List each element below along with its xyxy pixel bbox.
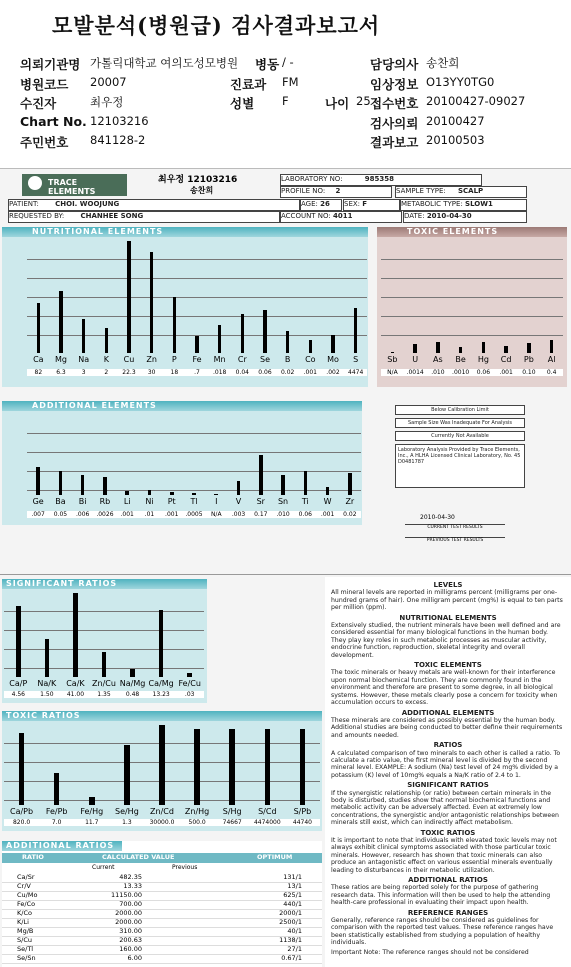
ratio-optimum: 2000/1 xyxy=(279,909,302,917)
element-symbol: Ti xyxy=(301,497,309,506)
ratio-optimum: 13/1 xyxy=(287,882,302,890)
element-symbol: K xyxy=(103,355,109,364)
explanation-heading: TOXIC RATIOS xyxy=(420,828,476,837)
element-value: 4.56 xyxy=(4,691,33,698)
explanation-heading: TOXIC ELEMENTS xyxy=(414,661,482,670)
ratio-name: Se/Tl xyxy=(17,945,34,953)
element-symbol: Zn/Cd xyxy=(150,807,174,816)
element-symbol: Cd xyxy=(500,355,512,364)
explanation-text: All mineral levels are reported in milligrams percent (milligrams per one-hundred grams of hair). One milligram percent (mg%) is equal to ten parts per million (ppm). xyxy=(331,589,563,612)
result-bar xyxy=(125,491,129,495)
info-label: 나이 xyxy=(325,96,350,111)
info-label: 검사의뢰 xyxy=(370,115,419,131)
explanation-heading: SIGNIFICANT RATIOS xyxy=(407,781,489,790)
element-value: 0.10 xyxy=(518,369,541,376)
result-bar xyxy=(16,606,21,677)
age-label: AGE: xyxy=(301,200,318,208)
result-bar xyxy=(37,303,41,353)
element-symbol: Cr xyxy=(237,355,247,364)
info-label: 접수번호 xyxy=(370,96,419,111)
element-symbol: Tl xyxy=(190,497,198,506)
explanation-text: Important Note: The reference ranges should not be considered xyxy=(331,948,529,956)
explanation-heading: RATIOS xyxy=(433,741,463,750)
result-bar xyxy=(103,477,107,495)
signature-date: 2010-04-30 xyxy=(420,514,455,521)
info-value: 20100427-09027 xyxy=(426,94,526,108)
ratio-name: Cr/V xyxy=(17,882,31,890)
element-value: .001 xyxy=(495,369,518,376)
calculated-value-header: CALCULATED VALUE xyxy=(102,853,175,861)
element-value: 41.00 xyxy=(61,691,90,698)
info-label: 의뢰기관명 xyxy=(20,57,81,72)
element-value: .010 xyxy=(427,369,450,376)
element-symbol: Mo xyxy=(327,355,339,364)
element-value: 0.06 xyxy=(254,369,277,376)
info-label: 임상정보 xyxy=(370,76,419,92)
result-bar xyxy=(45,639,50,677)
element-value: 74667 xyxy=(215,819,250,826)
ratio-name: Cu/Mo xyxy=(17,891,38,899)
element-value: 0.4 xyxy=(540,369,563,376)
result-bar xyxy=(195,336,199,353)
element-symbol: Hg xyxy=(477,355,489,364)
result-bar xyxy=(19,733,25,805)
ratio-current: 482.35 xyxy=(119,873,142,881)
toxic-elements-panel xyxy=(377,227,567,387)
explanation-text: These ratios are being reported solely for the purpose of gathering research data. This information will then be used to help the attending health-care professional in evaluating their impact upon health. xyxy=(331,884,551,907)
result-bar xyxy=(102,652,107,677)
element-value: 0.04 xyxy=(231,369,254,376)
ratio-name: K/Co xyxy=(17,909,32,917)
element-symbol: Ca xyxy=(33,355,44,364)
result-bar xyxy=(309,340,313,353)
ratio-name: Mg/B xyxy=(17,927,34,935)
element-value: 11.7 xyxy=(74,819,109,826)
patient-id-stamp: 최우정 12103216 xyxy=(158,175,238,185)
element-symbol: P xyxy=(171,355,177,364)
ratio-name: K/Li xyxy=(17,918,29,926)
ratios-header-row xyxy=(2,853,322,863)
element-value: .03 xyxy=(175,691,204,698)
nutritional-elements-panel xyxy=(2,227,368,387)
nutritional-grid xyxy=(27,241,367,353)
ratio-optimum: 0.67/1 xyxy=(281,954,302,962)
legend-area xyxy=(395,405,525,491)
ratio-optimum: 625/1 xyxy=(283,891,302,899)
element-symbol: Zn xyxy=(146,355,157,364)
element-symbol: Pt xyxy=(167,497,176,506)
ratio-current: 200.63 xyxy=(119,936,142,944)
element-value: .001 xyxy=(316,511,338,518)
legend-note: Laboratory Analysis Provided by Trace Elements, Inc., A HLHA Licensed Clinical Laboratory, No. 45 D0481787 xyxy=(395,444,525,488)
info-value: 최우정 xyxy=(90,95,124,109)
info-value: O13YY0TG0 xyxy=(426,74,495,89)
ratio-current: 13.33 xyxy=(123,882,142,890)
legend-bcl: Below Calibration Limit xyxy=(395,405,525,415)
element-value: N/A xyxy=(381,369,404,376)
significant-title: SIGNIFICANT RATIOS xyxy=(2,579,207,589)
result-bar xyxy=(259,455,263,495)
report-date: 2010-04-30 xyxy=(426,212,472,220)
result-bar xyxy=(331,335,335,353)
ratio-current: 6.00 xyxy=(127,954,142,962)
result-bar xyxy=(54,773,60,805)
element-symbol: Sn xyxy=(277,497,289,506)
info-label: 병동 xyxy=(255,57,280,72)
element-value: 3 xyxy=(72,369,95,376)
info-label: 병원코드 xyxy=(20,76,69,92)
table-row xyxy=(2,954,322,964)
result-bar xyxy=(81,475,85,495)
ratio-current: 700.00 xyxy=(119,900,142,908)
legend-inadequate: Sample Size Was Inadequate For Analysis xyxy=(395,418,525,428)
ratio-optimum: 40/1 xyxy=(287,927,302,935)
ratio-optimum: 27/1 xyxy=(287,945,302,953)
element-symbol: Zr xyxy=(345,497,355,506)
element-symbol: I xyxy=(215,497,218,506)
result-bar xyxy=(304,471,308,495)
previous-test-results-label: PREVIOUS TEST RESULTS xyxy=(405,537,505,543)
result-bar xyxy=(148,490,152,495)
info-value: 12103216 xyxy=(90,113,149,128)
element-value: .001 xyxy=(116,511,138,518)
info-value: FM xyxy=(282,74,299,89)
ratio-name: Fe/Co xyxy=(17,900,36,908)
element-value: .006 xyxy=(72,511,94,518)
additional-ratios-title: ADDITIONAL RATIOS xyxy=(2,841,122,851)
lab-no-label: LABORATORY NO: xyxy=(281,175,343,183)
info-value: 25 xyxy=(356,94,371,108)
ratio-current: 310.00 xyxy=(119,927,142,935)
info-label: 담당의사 xyxy=(370,57,419,72)
explanation-text: If the synergistic relationship (or ratio) between certain minerals in the body is disturbed, studies show that normal biochemical functions and metabolic activity can be adversely affected. Even at extremely low concentrations, the synergistic and/or antagonistic relationships between minerals still exist, which can indirectly affect metabolism. xyxy=(331,789,559,827)
element-value: .001 xyxy=(161,511,183,518)
element-value: 820.0 xyxy=(4,819,39,826)
requested-by-label: REQUESTED BY: xyxy=(9,212,65,220)
element-value: 0.06 xyxy=(472,369,495,376)
toxic-ratios-grid xyxy=(4,725,320,805)
additional-elements-panel xyxy=(2,401,362,525)
element-symbol: Rb xyxy=(99,497,111,506)
element-symbol: S/Hg xyxy=(222,807,242,816)
explanation-text: A calculated comparison of two minerals to each other is called a ratio. To calculate a ratio value, the first mineral level is divided by the second mineral level. EXAMPLE: A sodium (Na) test level of 24 mg% divided by a potassium (K) level of 10mg% equals a Na/K ratio of 2.4 to 1. xyxy=(331,749,561,779)
result-bar xyxy=(59,471,63,495)
result-bar xyxy=(348,473,352,495)
result-bar xyxy=(187,673,192,677)
explanation-heading: REFERENCE RANGES xyxy=(407,908,489,917)
element-symbol: Fe/Pb xyxy=(45,807,68,816)
result-bar xyxy=(173,297,177,353)
additional-grid xyxy=(27,415,361,495)
additional-title: ADDITIONAL ELEMENTS xyxy=(2,401,362,411)
element-symbol: Ca/Mg xyxy=(148,679,174,688)
element-value: .010 xyxy=(272,511,294,518)
explanation-text: Generally, reference ranges should be considered as guidelines for comparison with the reported test values. These reference ranges have been statistically established from studying a population of healthy individuals. xyxy=(331,917,554,947)
explanation-text: It is important to note that individuals with elevated toxic levels may not always exhibit clinical symptoms associated with those particular toxic minerals. However, research has shown that toxic minerals can also produce an antagonistic effect on various essential minerals eventually leading to disturbances in their metabolic utilization. xyxy=(331,837,557,874)
element-symbol: Pb xyxy=(523,355,534,364)
result-bar xyxy=(105,328,109,353)
element-value: 0.48 xyxy=(118,691,147,698)
ratio-name: Ca/Sr xyxy=(17,873,35,881)
page-title: 모발분석(병원급) 검사결과보고서 xyxy=(52,13,381,38)
current-test-results-label: CURRENT TEST RESULTS xyxy=(405,524,505,530)
result-bar xyxy=(527,343,531,353)
element-value: 500.0 xyxy=(180,819,215,826)
result-bar xyxy=(413,344,417,353)
element-value: 4474000 xyxy=(250,819,285,826)
toxic-ratios-title: TOXIC RATIOS xyxy=(2,711,322,721)
info-value: 20007 xyxy=(90,74,127,89)
sex: F xyxy=(362,200,368,208)
result-bar xyxy=(482,342,486,353)
result-bar xyxy=(265,729,271,805)
element-symbol: Fe/Cu xyxy=(178,679,201,688)
element-symbol: S/Cd xyxy=(258,807,277,816)
element-symbol: Ba xyxy=(55,497,66,506)
element-symbol: Ca/Pb xyxy=(10,807,34,816)
element-value: 1.50 xyxy=(33,691,62,698)
current-subheader: Current xyxy=(92,864,115,871)
info-label: 성별 xyxy=(230,96,255,111)
element-value: 0.06 xyxy=(294,511,316,518)
ratio-name: S/Cu xyxy=(17,936,32,944)
result-bar xyxy=(59,291,63,353)
result-bar xyxy=(214,494,218,495)
result-bar xyxy=(504,346,508,353)
result-bar xyxy=(82,319,86,353)
legend-na: Currently Not Available xyxy=(395,431,525,441)
result-bar xyxy=(550,340,554,353)
info-label: 진료과 xyxy=(230,76,267,92)
element-value: 0.02 xyxy=(276,369,299,376)
patient-label: PATIENT: xyxy=(9,200,39,208)
result-bar xyxy=(237,481,241,495)
info-value: 20100503 xyxy=(426,133,485,147)
age: 26 xyxy=(320,200,330,208)
element-symbol: Ge xyxy=(32,497,44,506)
info-value: 841128-2 xyxy=(90,133,146,147)
info-label: Chart No. xyxy=(20,113,87,129)
scanned-lab-report xyxy=(0,168,571,967)
ratio-optimum: 2500/1 xyxy=(279,918,302,926)
element-value: 1.3 xyxy=(109,819,144,826)
explanation-text: Extensively studied, the nutrient minerals have been well defined and are considered essential for many biological functions in the human body. They play key roles in such metabolic processes as muscular activity, endocrine function, reproduction, skeletal integrity and overall development. xyxy=(331,622,561,659)
element-value: .007 xyxy=(27,511,49,518)
ratio-optimum: 131/1 xyxy=(283,873,302,881)
element-value: .002 xyxy=(322,369,345,376)
element-value: .003 xyxy=(227,511,249,518)
optimum-header: OPTIMUM xyxy=(257,853,293,861)
previous-subheader: Previous xyxy=(172,864,198,871)
lab-logo: TRACE ELEMENTS xyxy=(22,174,127,196)
result-bar xyxy=(300,729,306,805)
result-bar xyxy=(130,669,135,677)
result-bar xyxy=(436,342,440,353)
result-bar xyxy=(229,729,235,805)
element-symbol: Se xyxy=(259,355,270,364)
result-bar xyxy=(286,331,290,353)
metabolic-type: SLOW1 xyxy=(465,200,493,208)
significant-ratios-panel xyxy=(2,579,207,703)
result-bar xyxy=(241,314,245,353)
ratio-optimum: 440/1 xyxy=(283,900,302,908)
additional-ratios-panel xyxy=(2,841,322,967)
doctor-stamp: 송찬희 xyxy=(190,186,214,195)
patient-name: CHOI. WOOJUNG xyxy=(55,200,120,208)
sex-label: SEX: xyxy=(344,200,361,208)
account-label: ACCOUNT NO: xyxy=(281,212,331,220)
element-symbol: Sb xyxy=(387,355,398,364)
element-value: 7.0 xyxy=(39,819,74,826)
info-value: 송찬희 xyxy=(426,56,460,70)
element-symbol: As xyxy=(433,355,443,364)
result-bar xyxy=(36,467,40,495)
result-bar xyxy=(326,487,330,495)
info-label: 주민번호 xyxy=(20,135,69,150)
element-value: N/A xyxy=(205,511,227,518)
element-value: 18 xyxy=(163,369,186,376)
info-value: F xyxy=(282,94,289,108)
sample-type-label: SAMPLE TYPE: xyxy=(396,187,446,195)
ratio-header: RATIO xyxy=(22,853,44,861)
element-symbol: Fe xyxy=(192,355,202,364)
explanation-text: These minerals are considered as possibly essential by the human body. Additional studies are being conducted to better define their requirements and amounts needed. xyxy=(331,716,563,739)
info-value: 가톨릭대학교 여의도성모병원 xyxy=(90,56,239,70)
element-value: .018 xyxy=(208,369,231,376)
info-value: / - xyxy=(282,55,294,69)
element-symbol: Mn xyxy=(213,355,226,364)
ratio-current: 2000.00 xyxy=(115,909,142,917)
element-symbol: Se/Hg xyxy=(114,807,139,816)
significant-grid xyxy=(4,593,204,677)
element-symbol: Sr xyxy=(256,497,265,506)
element-value: 6.3 xyxy=(50,369,73,376)
nutritional-title: NUTRITIONAL ELEMENTS xyxy=(2,227,368,237)
date-label: DATE: xyxy=(404,212,425,220)
element-symbol: Be xyxy=(455,355,466,364)
info-label: 결과보고 xyxy=(370,135,419,150)
element-symbol: Ca/K xyxy=(66,679,85,688)
element-symbol: U xyxy=(412,355,419,364)
ratio-optimum: 1138/1 xyxy=(279,936,302,944)
element-value: 1.35 xyxy=(90,691,119,698)
element-value: 13.23 xyxy=(147,691,176,698)
element-value: .001 xyxy=(299,369,322,376)
element-symbol: Fe/Hg xyxy=(80,807,104,816)
element-value: 0.02 xyxy=(339,511,361,518)
profile-label: PROFILE NO: xyxy=(281,187,326,195)
element-symbol: Na/Mg xyxy=(119,679,146,688)
explanation-heading: NUTRITIONAL ELEMENTS xyxy=(399,613,497,622)
element-value: 0.05 xyxy=(49,511,71,518)
element-value: 2 xyxy=(95,369,118,376)
element-symbol: Na/K xyxy=(37,679,57,688)
info-label: 수진자 xyxy=(20,96,57,111)
toxic-grid xyxy=(381,241,563,353)
element-value: .0005 xyxy=(183,511,205,518)
explanation-heading: LEVELS xyxy=(433,581,463,589)
element-value: .7 xyxy=(186,369,209,376)
result-bar xyxy=(150,252,154,353)
lab-no: 985358 xyxy=(364,175,395,183)
result-bar xyxy=(391,352,395,353)
result-bar xyxy=(73,593,78,677)
element-value: 22.3 xyxy=(118,369,141,376)
result-bar xyxy=(192,493,196,495)
info-value: 20100427 xyxy=(426,113,485,128)
result-bar xyxy=(194,729,200,805)
result-bar xyxy=(281,475,285,495)
requested-by: CHANHEE SONG xyxy=(80,212,144,220)
account-no: 4011 xyxy=(333,212,353,220)
profile-no: 2 xyxy=(335,187,341,195)
element-symbol: Zn/Hg xyxy=(184,807,210,816)
element-symbol: S xyxy=(353,355,359,364)
element-symbol: Zn/Cu xyxy=(92,679,116,688)
element-value: 44740 xyxy=(285,819,320,826)
result-bar xyxy=(124,745,130,805)
metabolic-label: METABOLIC TYPE: xyxy=(401,200,463,208)
result-bar xyxy=(218,325,222,353)
element-value: 82 xyxy=(27,369,50,376)
element-value: .0014 xyxy=(404,369,427,376)
element-symbol: B xyxy=(284,355,291,364)
element-value: 30000.0 xyxy=(144,819,179,826)
element-value: .0026 xyxy=(94,511,116,518)
element-symbol: Al xyxy=(547,355,556,364)
element-value: 4474 xyxy=(344,369,367,376)
result-bar xyxy=(127,241,131,353)
result-bar xyxy=(159,725,165,805)
explanation-heading: ADDITIONAL RATIOS xyxy=(408,876,488,885)
element-value: 30 xyxy=(140,369,163,376)
element-symbol: Mg xyxy=(54,355,67,364)
toxic-title: TOXIC ELEMENTS xyxy=(377,227,567,237)
element-symbol: Ca/P xyxy=(9,679,28,688)
result-bar xyxy=(159,610,164,677)
element-symbol: W xyxy=(323,497,332,506)
ratio-current: 160.00 xyxy=(119,945,142,953)
element-symbol: Co xyxy=(305,355,316,364)
element-symbol: Na xyxy=(78,355,90,364)
ratio-current: 2000.00 xyxy=(115,918,142,926)
element-symbol: Li xyxy=(123,497,131,506)
sample-type: SCALP xyxy=(457,187,484,195)
element-symbol: S/Pb xyxy=(293,807,312,816)
result-bar xyxy=(263,310,267,353)
result-bar xyxy=(354,308,358,353)
element-value: 0.17 xyxy=(250,511,272,518)
result-bar xyxy=(170,492,174,495)
element-symbol: Bi xyxy=(78,497,87,506)
ratio-name: Se/Sn xyxy=(17,954,36,962)
ratio-current: 11150.00 xyxy=(110,891,142,899)
explanation-heading: ADDITIONAL ELEMENTS xyxy=(401,708,495,717)
element-value: .01 xyxy=(138,511,160,518)
explanation-text: The toxic minerals or heavy metals are well-known for their interference upon normal biochemical function. They are commonly found in the environment and therefore are present to some degree, in all biological systems. However, these metals clearly pose a concern for toxicity when accumulation occurs to excess. xyxy=(331,669,558,707)
toxic-ratios-panel xyxy=(2,711,322,831)
result-bar xyxy=(89,797,95,805)
element-symbol: Cu xyxy=(123,355,135,364)
result-bar xyxy=(459,347,463,353)
explanations-column xyxy=(325,577,571,967)
element-symbol: V xyxy=(235,497,242,506)
element-symbol: Ni xyxy=(145,497,154,506)
element-value: .0010 xyxy=(449,369,472,376)
